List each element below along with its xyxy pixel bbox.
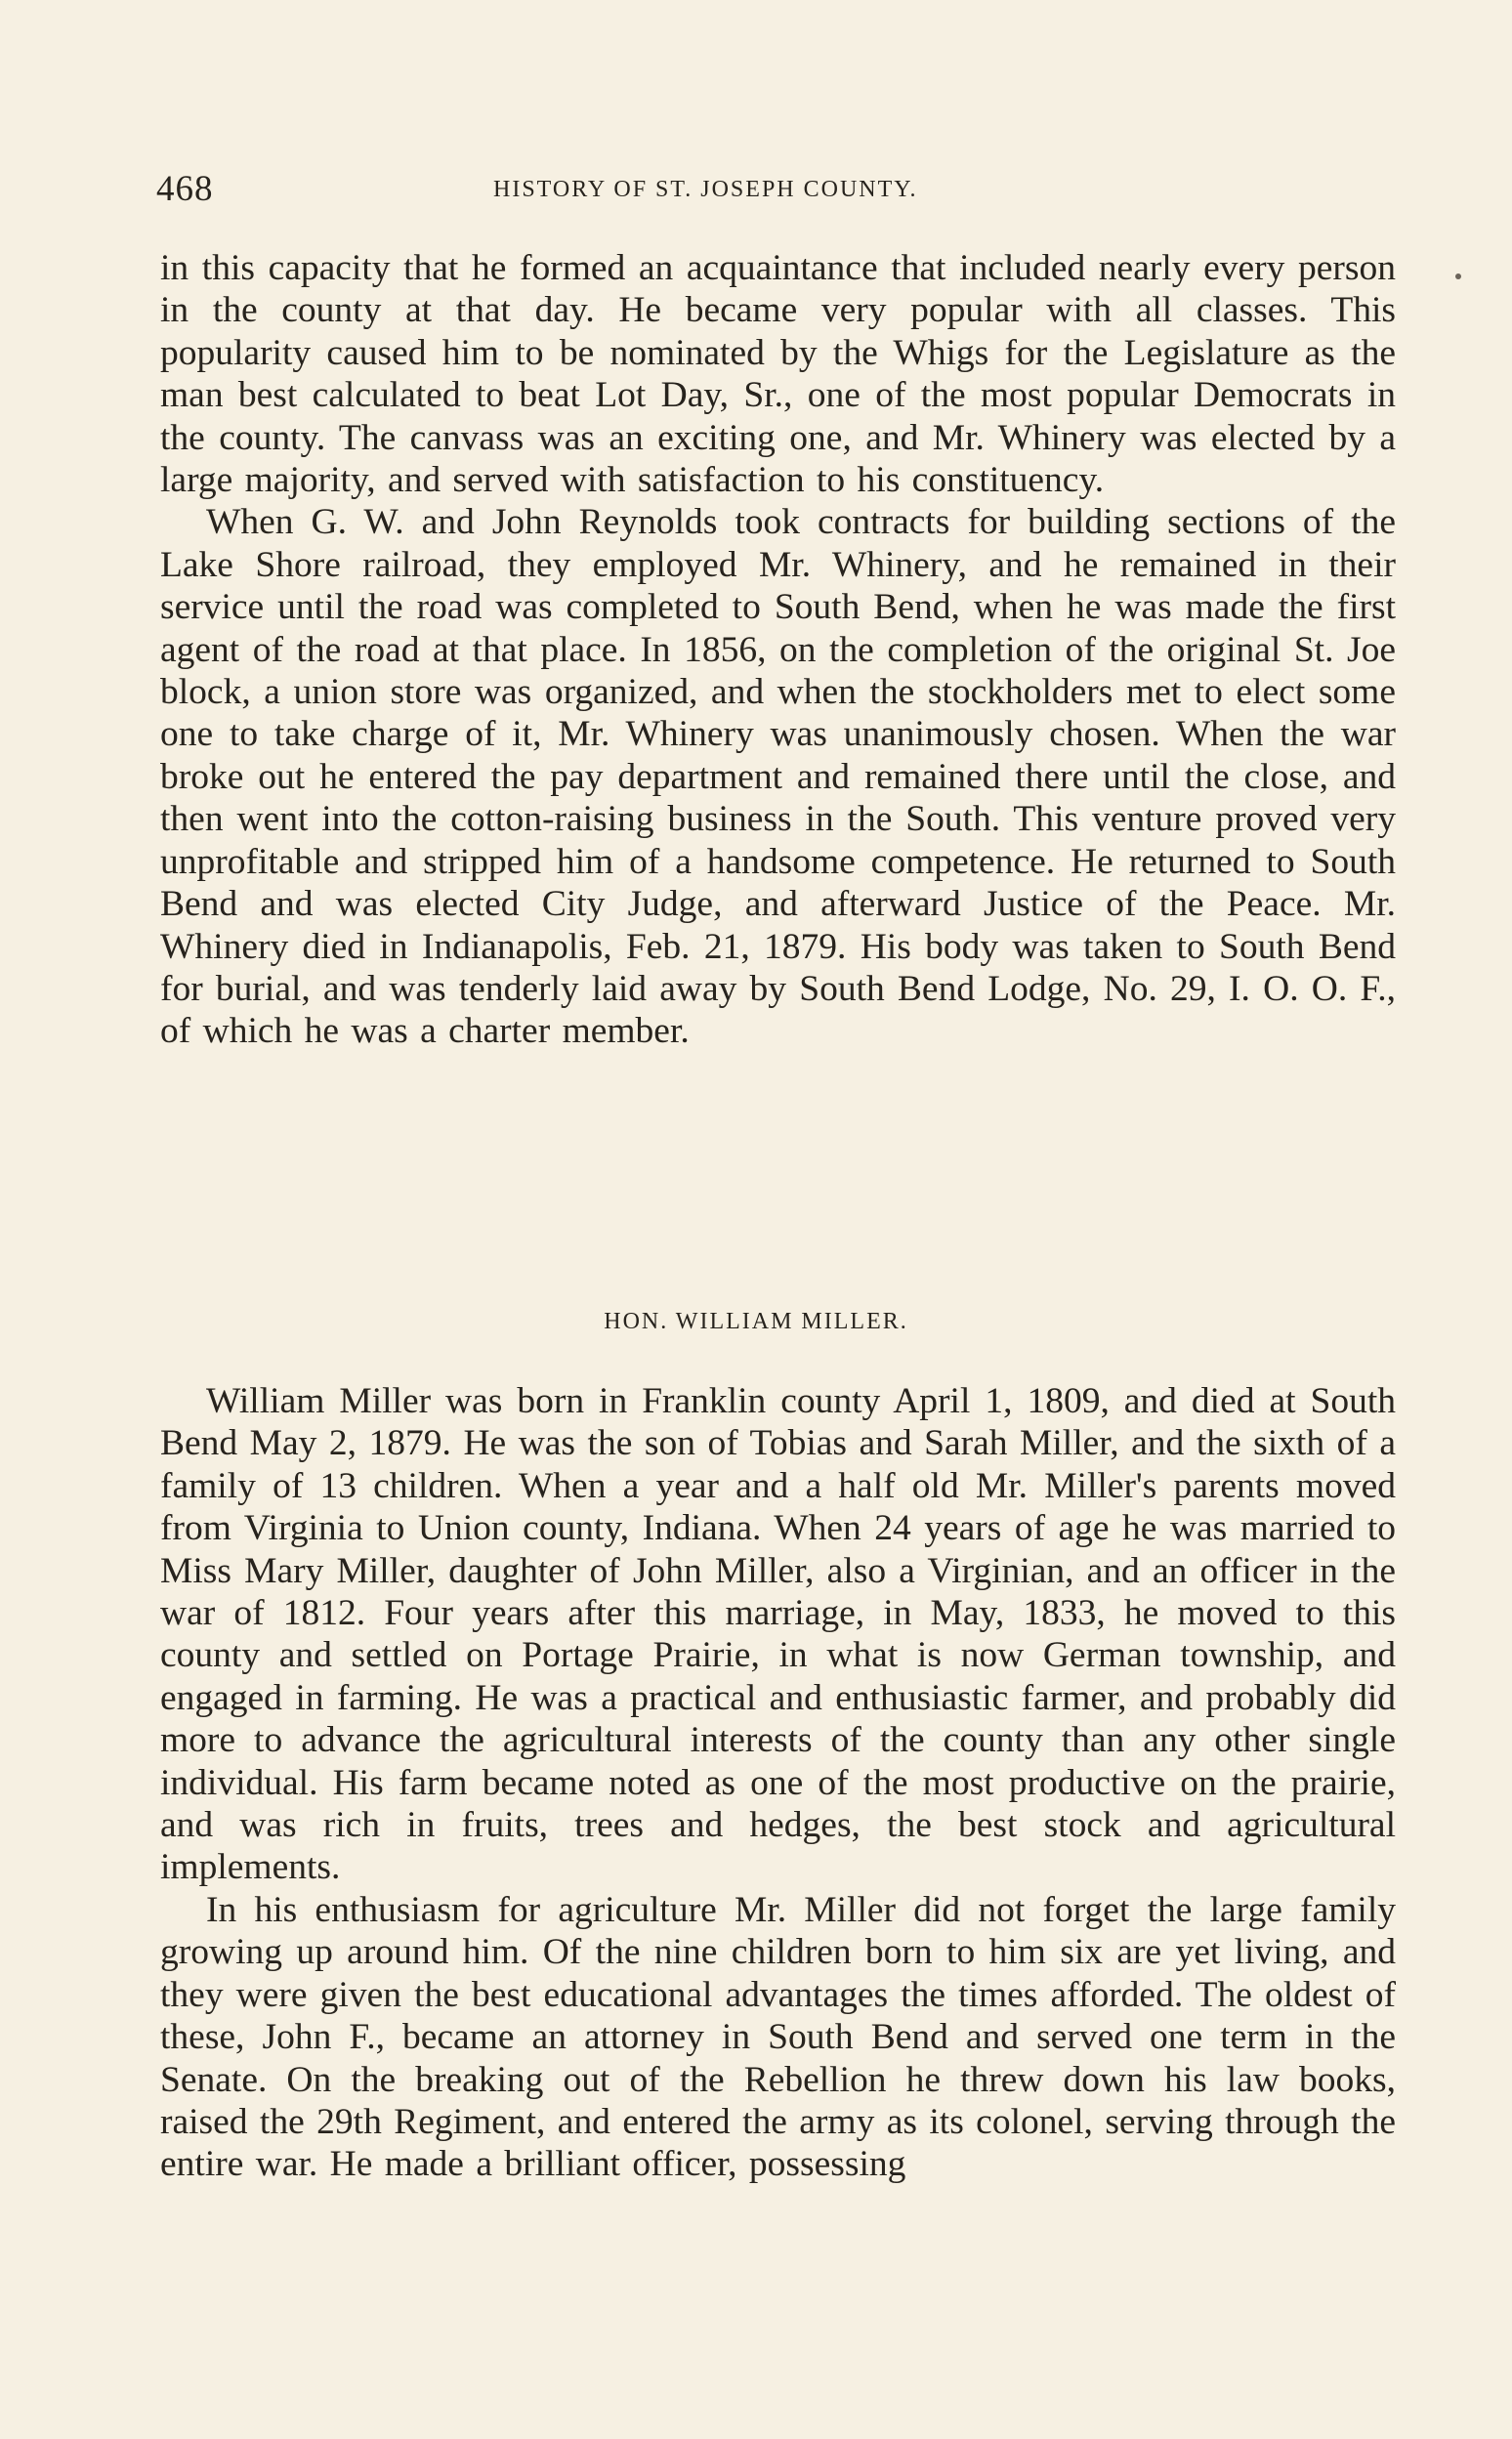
section-heading: HON. WILLIAM MILLER. — [604, 1309, 908, 1334]
miller-biography — [160, 1380, 1396, 2186]
paragraph: When G. W. and John Reynolds took contracts for building sections of the Lake Shore railroad, they employed Mr. Whinery, and he remained in their service until the road was completed to South Bend, when he was made the first agent of the road at that place. In 1856, on the completion of the original St. Joe block, a union store was organized, and when the stockholders met to elect some one to take charge of it, Mr. Whinery was unanimously chosen. When the war broke out he entered the pay department and remained there until the close, and then went into the cotton-raising business in the South. This venture proved very unprofitable and stripped him of a handsome competence. He returned to South Bend and was elected City Judge, and afterward Justice of the Peace. Mr. Whinery died in Indianapolis, Feb. 21, 1879. His body was taken to South Bend for burial, and was tenderly laid away by South Bend Lodge, No. 29, I. O. O. F., of which he was a charter member. — [160, 502, 1396, 1052]
paragraph: William Miller was born in Franklin county April 1, 1809, and died at South Bend May 2, 1879. He was the son of Tobias and Sarah Miller, and the sixth of a family of 13 children. When a year and a half old Mr. Miller's parents moved from Virginia to Union county, Indiana. When 24 years of age he was married to Miss Mary Miller, daughter of John Miller, also a Virginian, and an officer in the war of 1812. Four years after this marriage, in May, 1833, he moved to this county and settled on Portage Prairie, in what is now German township, and engaged in farming. He was a practical and enthusiastic farmer, and probably did more to advance the agricultural interests of the county than any other single individual. His farm became noted as one of the most productive on the prairie, and was rich in fruits, trees and hedges, the best stock and agricultural implements. — [160, 1381, 1396, 1888]
page-number: 468 — [156, 169, 214, 209]
page-header — [156, 168, 1377, 217]
paragraph: In his enthusiasm for agriculture Mr. Miller did not forget the large family growing up around him. Of the nine children born to him six are yet living, and they were given the best educational advantages the times afforded. The oldest of these, John F., became an attorney in South Bend and served one term in the Senate. On the breaking out of the Rebellion he threw down his law books, raised the 29th Regiment, and entered the army as its colonel, serving through the entire war. He made a brilliant officer, possessing — [160, 1889, 1396, 2185]
paragraph: in this capacity that he formed an acquaintance that included nearly every person in the county at that day. He became very popular with all classes. This popularity caused him to be nominated by the Whigs for the Legislature as the man best calculated to beat Lot Day, Sr., one of the most popular Democrats in the county. The canvass was an exciting one, and Mr. Whinery was elected by a large majority, and served with satisfaction to his constituency. — [160, 248, 1396, 501]
running-head: HISTORY OF ST. JOSEPH COUNTY. — [493, 177, 918, 202]
whinery-biography-continued — [160, 247, 1396, 1053]
paper-speck — [1455, 273, 1461, 279]
